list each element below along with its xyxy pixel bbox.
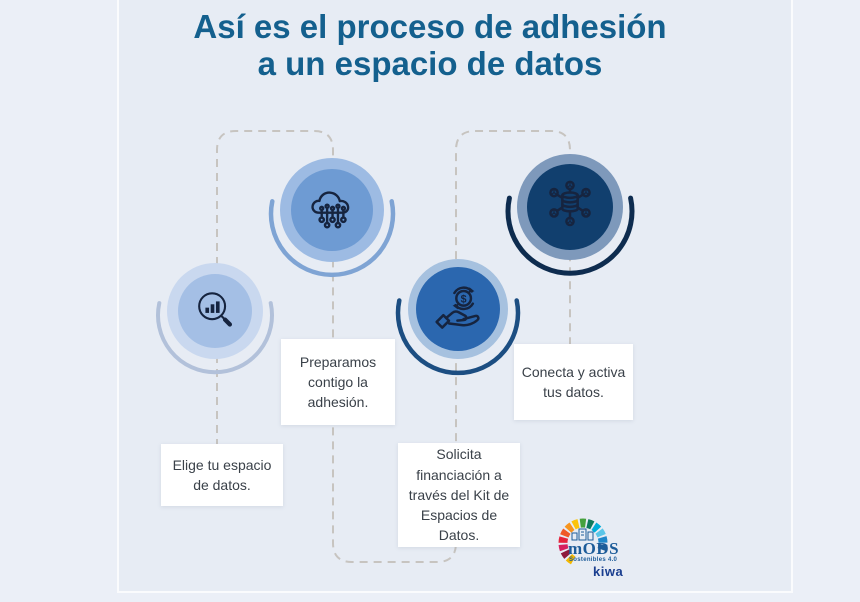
step3-label-box <box>398 443 520 547</box>
page-title <box>0 8 860 82</box>
step1-label-box <box>161 444 283 506</box>
database-network-icon <box>543 180 597 234</box>
title-line-1: Así es el proceso de adhesión <box>193 8 667 45</box>
hand-money-icon <box>431 282 485 336</box>
step1-label: Elige tu espacio de datos. <box>172 456 272 493</box>
step1-circle <box>167 263 263 359</box>
cloud-network-icon <box>306 184 358 236</box>
step4-label-box <box>514 344 633 420</box>
step2-circle <box>280 158 384 262</box>
logo-brand: kiwa <box>593 564 624 579</box>
logo-tagline: Sostenibles 4.0 <box>569 557 618 563</box>
step2-label: Preparamos contigo la adhesión. <box>299 353 377 411</box>
step4-label: Conecta y activa tus datos. <box>521 363 626 400</box>
logo-wordmark: mODS <box>568 539 620 558</box>
search-chart-icon <box>192 288 238 334</box>
mods-kiwa-logo <box>556 514 676 594</box>
step4-circle <box>517 154 623 260</box>
title-line-2: a un espacio de datos <box>257 45 603 82</box>
svg-text:$: $ <box>460 293 467 306</box>
step3-label: Solicita financiación a través del Kit de Espacios de Datos. <box>408 446 510 544</box>
step3-circle <box>408 259 508 359</box>
step2-label-box <box>281 339 395 425</box>
